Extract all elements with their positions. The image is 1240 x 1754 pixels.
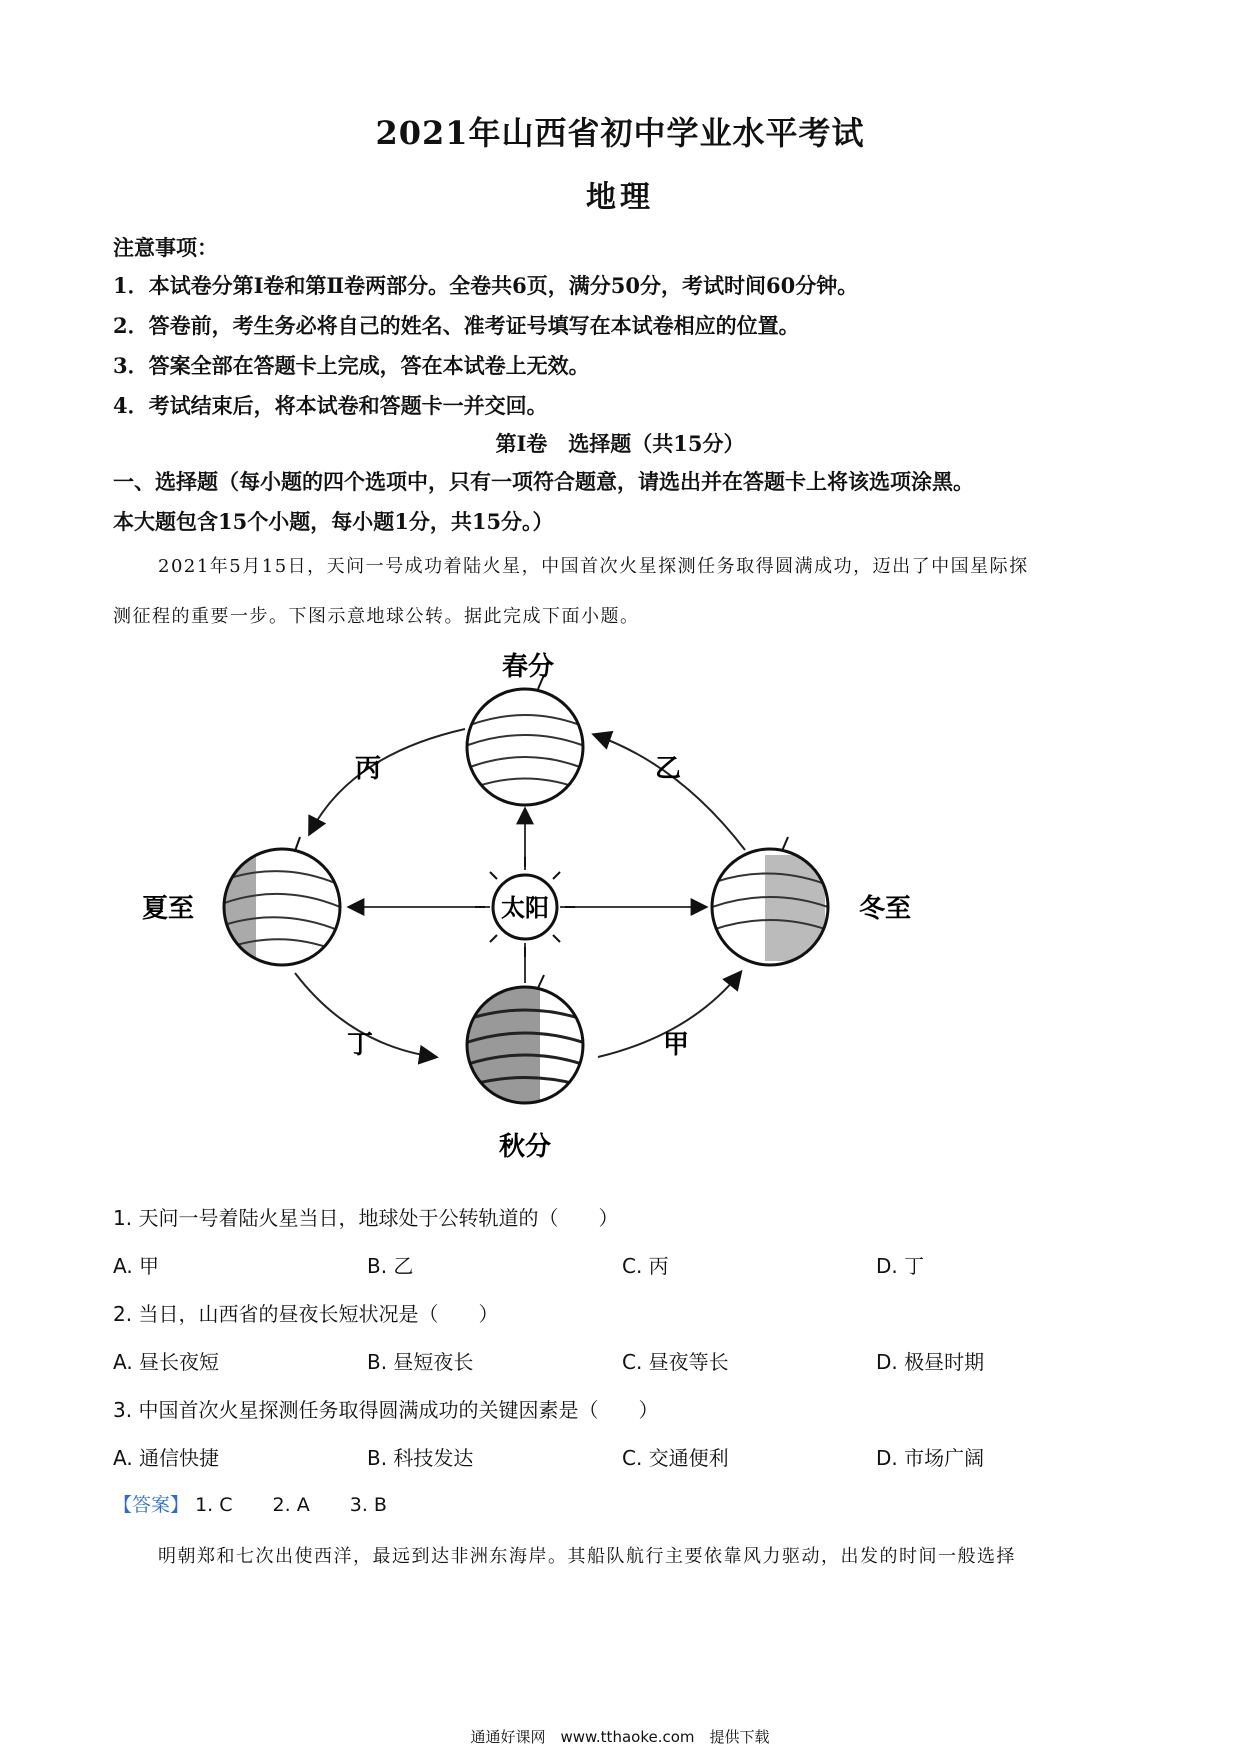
earth-winter-solstice (712, 837, 828, 965)
next-passage: 明朝郑和七次出使西洋，最远到达非洲东海岸。其船队航行主要依靠风力驱动，出发的时间一般选择 (158, 1546, 1016, 1567)
answer-2: 2. A (272, 1494, 310, 1516)
label-spring-equinox: 春分 (501, 652, 555, 682)
question-1-option-c: C. 丙 (622, 1254, 669, 1278)
question-1-stem: 1. 天问一号着陆火星当日，地球处于公转轨道的（ ） (113, 1206, 619, 1230)
question-2-option-b: B. 昼短夜长 (367, 1350, 474, 1374)
answer-3: 3. B (349, 1494, 387, 1516)
subject-title: 地理 (586, 180, 654, 215)
notice-heading: 注意事项： (113, 235, 218, 260)
question-1-option-b: B. 乙 (367, 1254, 414, 1278)
label-winter-solstice: 冬至 (858, 894, 912, 924)
exam-title: 2021年山西省初中学业水平考试 (375, 114, 865, 152)
answer-1: 1. C (195, 1494, 233, 1516)
label-segment-yi: 乙 (654, 754, 682, 784)
question-2-option-c: C. 昼夜等长 (622, 1350, 729, 1374)
earth-autumn-equinox (465, 975, 585, 1103)
label-summer-solstice: 夏至 (141, 894, 195, 924)
question-3-option-b: B. 科技发达 (367, 1446, 474, 1470)
earth-spring-equinox (434, 675, 583, 805)
intro-paragraph-line1: 2021年5月15日，天问一号成功着陆火星，中国首次火星探测任务取得圆满成功，迈出了中国星际探 (158, 556, 1029, 577)
label-segment-jia: 甲 (662, 1030, 690, 1060)
earth-revolution-diagram (120, 645, 920, 1165)
question-2-option-d: D. 极昼时期 (876, 1350, 985, 1374)
label-autumn-equinox: 秋分 (498, 1132, 552, 1162)
question-1-option-a: A. 甲 (113, 1254, 160, 1278)
notice-item-4: 4．考试结束后，将本试卷和答题卡一并交回。 (113, 393, 548, 418)
page-footer: 通通好课网 www.tthaoke.com 提供下载 (470, 1728, 770, 1746)
part-one-instructions-line2: 本大题包含15个小题，每小题1分，共15分。） (113, 509, 554, 534)
answer-key (113, 1490, 387, 1517)
answer-tag: 【答案】 (113, 1494, 190, 1516)
notice-item-1: 1．本试卷分第Ⅰ卷和第Ⅱ卷两部分。全卷共6页，满分50分，考试时间60分钟。 (113, 273, 859, 298)
question-3-option-c: C. 交通便利 (622, 1446, 729, 1470)
question-3-option-d: D. 市场广阔 (876, 1446, 985, 1470)
notice-item-3: 3．答案全部在答题卡上完成，答在本试卷上无效。 (113, 353, 590, 378)
question-3-stem: 3. 中国首次火星探测任务取得圆满成功的关键因素是（ ） (113, 1398, 659, 1422)
part-one-instructions-line1: 一、选择题（每小题的四个选项中，只有一项符合题意，请选出并在答题卡上将该选项涂黑。 (113, 469, 974, 494)
question-1-option-d: D. 丁 (876, 1254, 925, 1278)
sun-label: 太阳 (501, 893, 549, 922)
earth-summer-solstice (224, 837, 340, 965)
question-2-option-a: A. 昼长夜短 (113, 1350, 220, 1374)
section-title: 第Ⅰ卷 选择题（共15分） (495, 431, 745, 456)
question-2-stem: 2. 当日，山西省的昼夜长短状况是（ ） (113, 1302, 499, 1326)
question-3-option-a: A. 通信快捷 (113, 1446, 220, 1470)
notice-item-2: 2．答卷前，考生务必将自己的姓名、准考证号填写在本试卷相应的位置。 (113, 313, 800, 338)
intro-paragraph-line2: 测征程的重要一步。下图示意地球公转。据此完成下面小题。 (113, 606, 640, 627)
label-segment-bing: 丙 (354, 754, 382, 784)
label-segment-ding: 丁 (346, 1030, 374, 1060)
